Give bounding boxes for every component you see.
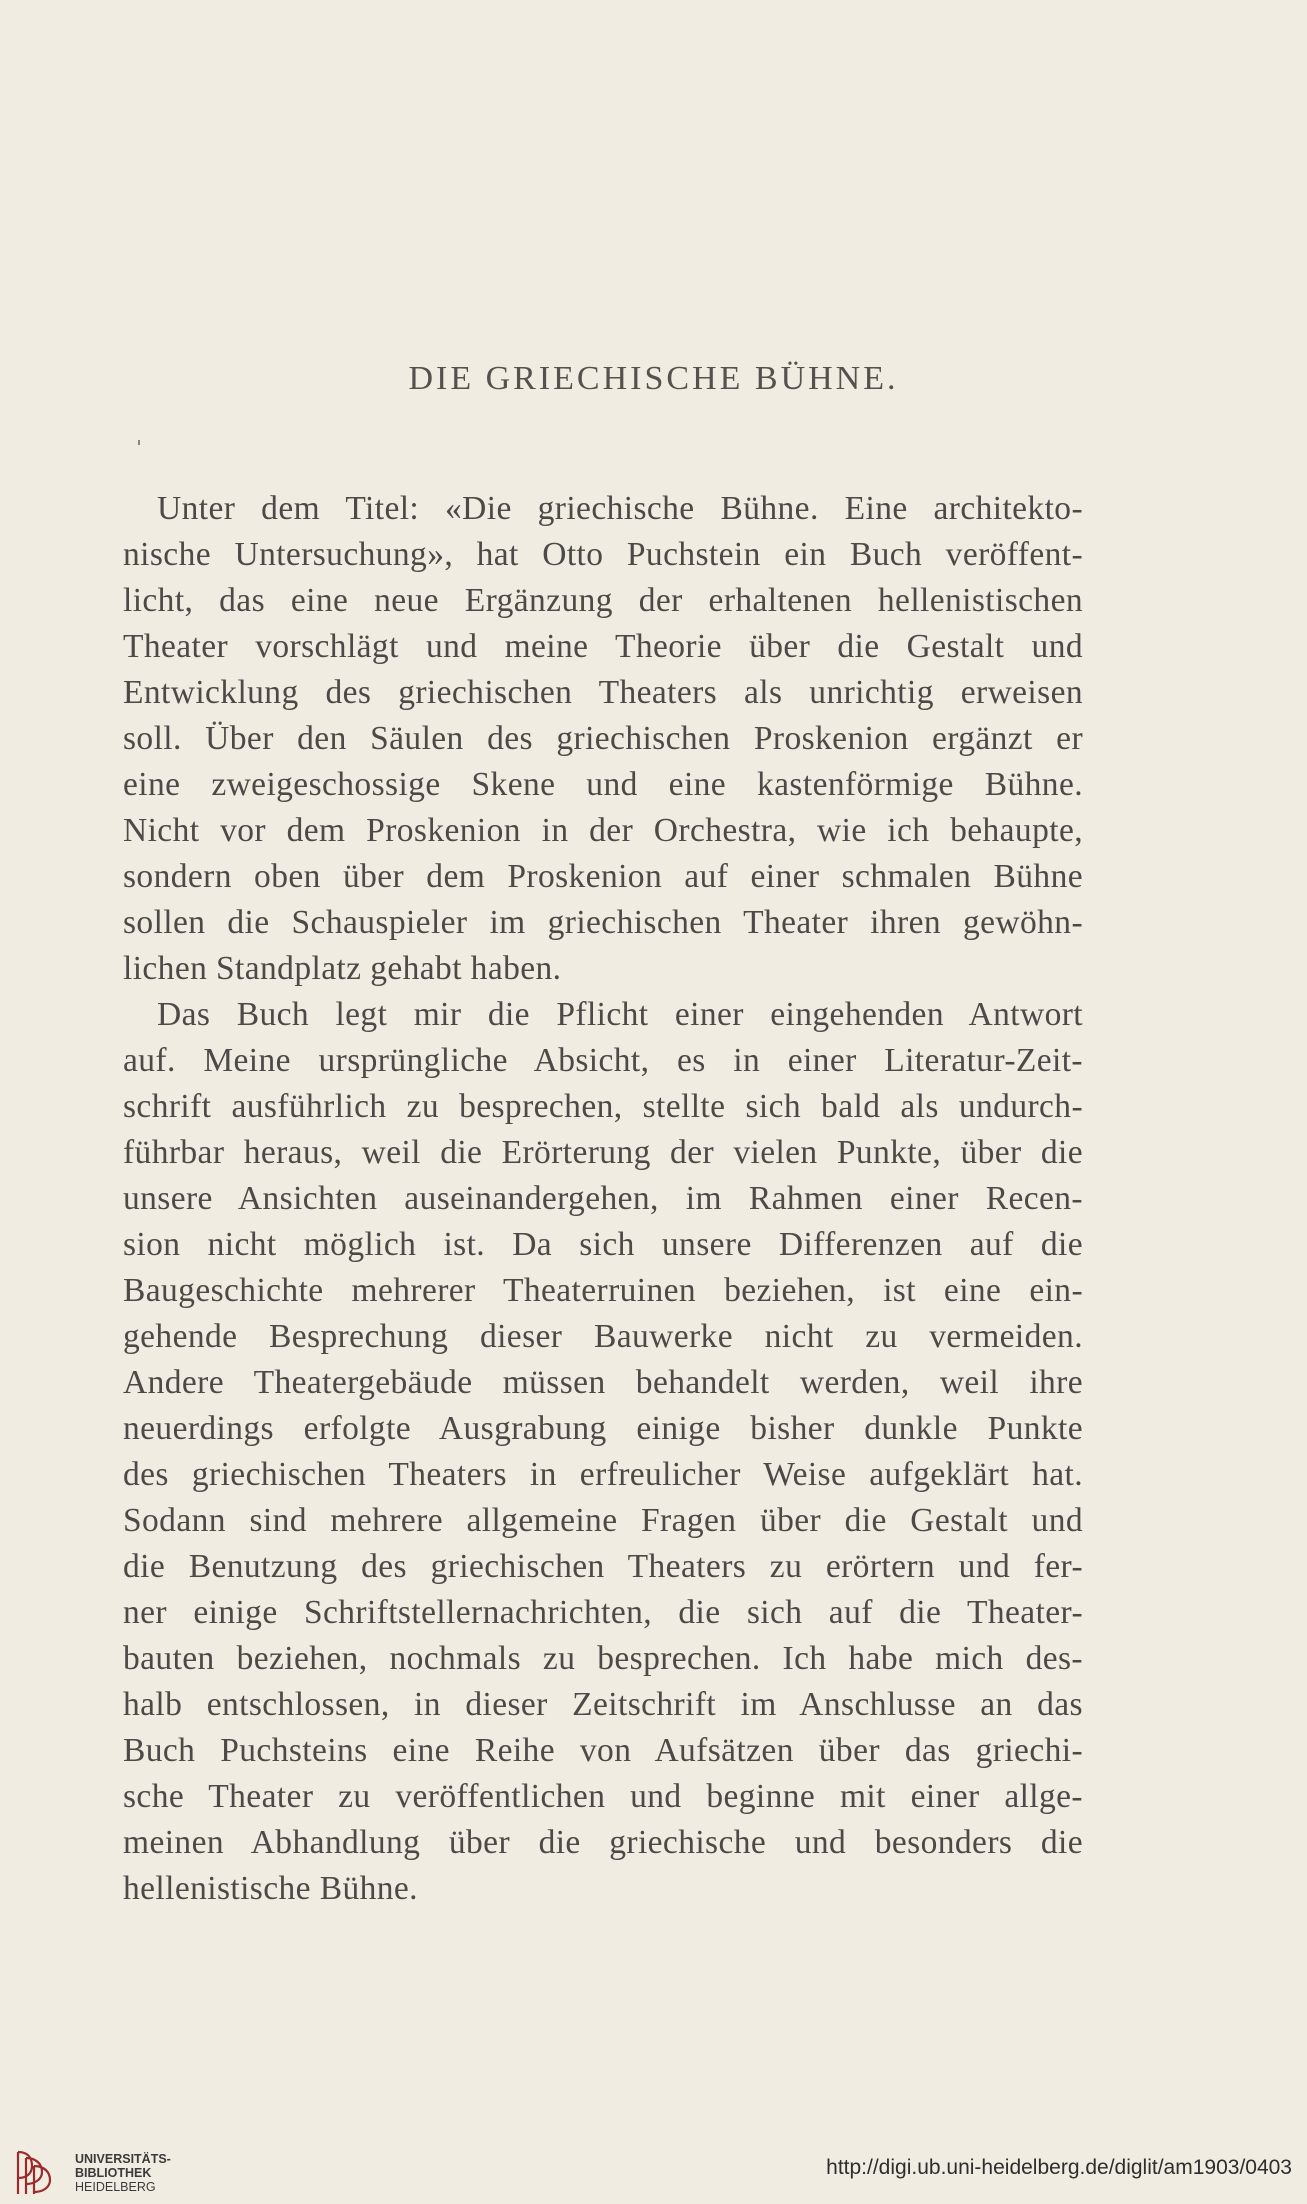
text-line: führbar heraus, weil die Erörterung der vielen Punkte, über die bbox=[123, 1134, 1083, 1171]
logo-line: HEIDELBERG bbox=[75, 2180, 156, 2194]
text-line: auf. Meine ursprüngliche Absicht, es in einer Literatur-Zeit- bbox=[123, 1042, 1083, 1079]
text-line: lichen Standplatz gehabt haben. bbox=[123, 950, 562, 987]
text-line: unsere Ansichten auseinandergehen, im Rahmen einer Recen- bbox=[123, 1180, 1083, 1217]
text-line: neuerdings erfolgte Ausgrabung einige bisher dunkle Punkte bbox=[123, 1410, 1083, 1447]
footer-bar bbox=[0, 2140, 1307, 2204]
text-line: sche Theater zu veröffentlichen und beginne mit einer allge- bbox=[123, 1778, 1083, 1815]
text-line: hellenistische Bühne. bbox=[123, 1870, 418, 1907]
text-line: meinen Abhandlung über die griechische und besonders die bbox=[123, 1824, 1083, 1861]
text-line: Nicht vor dem Proskenion in der Orchestra, wie ich behaupte, bbox=[123, 812, 1083, 849]
print-speck bbox=[138, 440, 140, 445]
text-line: des griechischen Theaters in erfreulicher Weise aufgeklärt hat. bbox=[123, 1456, 1083, 1493]
library-logo-icon bbox=[12, 2148, 56, 2198]
text-line: schrift ausführlich zu besprechen, stellte sich bald als undurch- bbox=[123, 1088, 1083, 1125]
text-line: bauten beziehen, nochmals zu besprechen. Ich habe mich des- bbox=[123, 1640, 1083, 1677]
text-line: Buch Puchsteins eine Reihe von Aufsätzen über das griechi- bbox=[123, 1732, 1083, 1769]
text-line: gehende Besprechung dieser Bauwerke nicht zu vermeiden. bbox=[123, 1318, 1083, 1355]
text-line: licht, das eine neue Ergänzung der erhaltenen hellenistischen bbox=[123, 582, 1083, 619]
text-line: eine zweigeschossige Skene und eine kastenförmige Bühne. bbox=[123, 766, 1083, 803]
text-line: Andere Theatergebäude müssen behandelt werden, weil ihre bbox=[123, 1364, 1083, 1401]
text-line: Das Buch legt mir die Pflicht einer eingehenden Antwort bbox=[157, 996, 1083, 1033]
text-line: Unter dem Titel: «Die griechische Bühne. Eine architekto- bbox=[157, 490, 1083, 527]
text-line: Theater vorschlägt und meine Theorie über die Gestalt und bbox=[123, 628, 1083, 665]
text-line: soll. Über den Säulen des griechischen Proskenion ergänzt er bbox=[123, 720, 1083, 757]
logo-line: BIBLIOTHEK bbox=[75, 2166, 152, 2180]
text-line: Entwicklung des griechischen Theaters als unrichtig erweisen bbox=[123, 674, 1083, 711]
text-line: sondern oben über dem Proskenion auf einer schmalen Bühne bbox=[123, 858, 1083, 895]
text-line: nische Untersuchung», hat Otto Puchstein ein Buch veröffent- bbox=[123, 536, 1083, 573]
logo-line: UNIVERSITÄTS- bbox=[75, 2152, 171, 2166]
source-url-link[interactable]: http://digi.ub.uni-heidelberg.de/diglit/am1903/0403 bbox=[826, 2156, 1292, 2179]
text-line: die Benutzung des griechischen Theaters zu erörtern und fer- bbox=[123, 1548, 1083, 1585]
paragraph-1 bbox=[123, 486, 1083, 992]
library-logo-text bbox=[75, 2152, 171, 2194]
text-line: ner einige Schriftstellernachrichten, die sich auf die Theater- bbox=[123, 1594, 1083, 1631]
text-line: sollen die Schauspieler im griechischen Theater ihren gewöhn- bbox=[123, 904, 1083, 941]
text-line: halb entschlossen, in dieser Zeitschrift im Anschlusse an das bbox=[123, 1686, 1083, 1723]
text-line: sion nicht möglich ist. Da sich unsere Differenzen auf die bbox=[123, 1226, 1083, 1263]
page-title: DIE GRIECHISCHE BÜHNE. bbox=[408, 360, 899, 397]
text-line: Sodann sind mehrere allgemeine Fragen über die Gestalt und bbox=[123, 1502, 1083, 1539]
paragraph-2 bbox=[123, 992, 1083, 1912]
body-text bbox=[123, 486, 1083, 1912]
text-line: Baugeschichte mehrerer Theaterruinen beziehen, ist eine ein- bbox=[123, 1272, 1083, 1309]
